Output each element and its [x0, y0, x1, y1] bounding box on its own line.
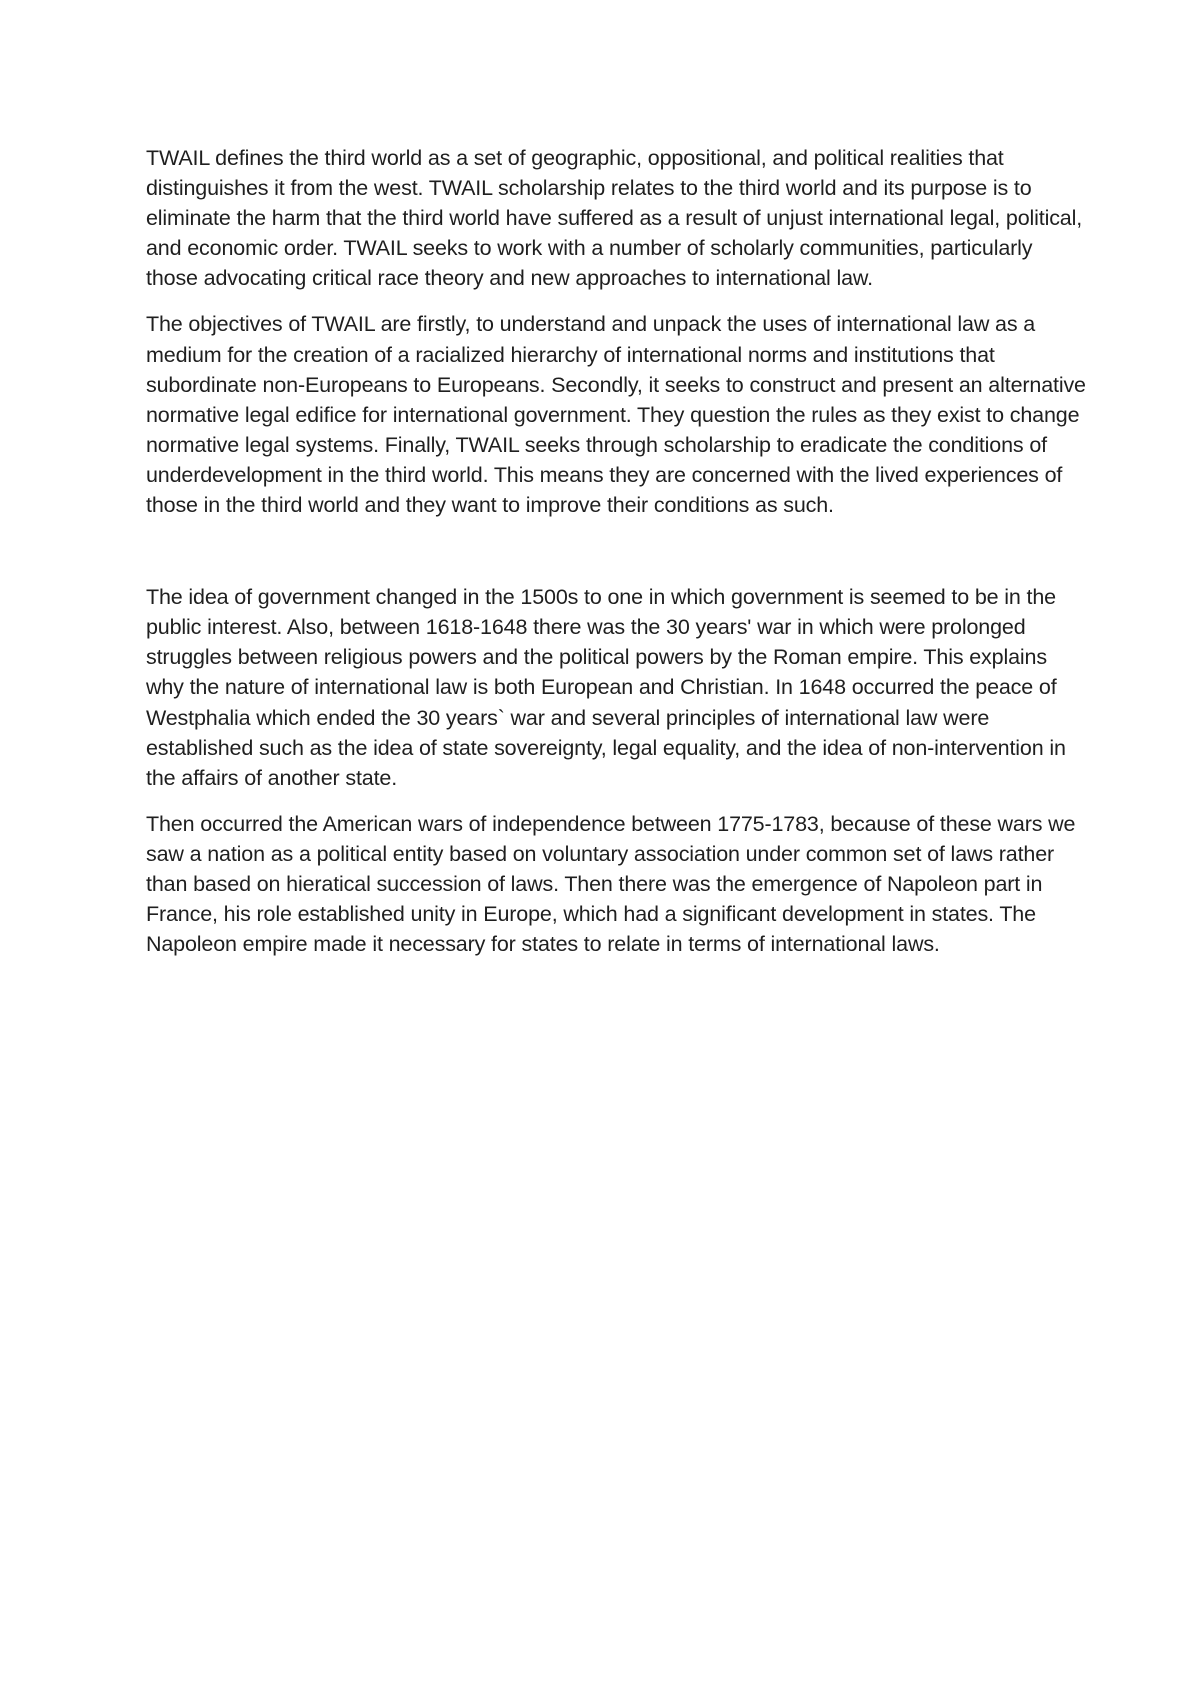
paragraph-spacer: [146, 536, 1086, 582]
paragraph-government-history: The idea of government changed in the 1500s to one in which government is seemed to be in the public interest. Also, between 1618-1648 there was the 30 years' war in which were prolonged struggles between religious powers and the political powers by the Roman empire. This explains why the nature of international law is both European and Christian. In 1648 occurred the peace of Westphalia which ended the 30 years` war and several principles of international law were established such as the idea of state sovereignty, legal equality, and the idea of non-intervention in the affairs of another state.: [146, 585, 1066, 790]
paragraph-american-wars: Then occurred the American wars of independence between 1775-1783, because of these wars we saw a nation as a political entity based on voluntary association under common set of laws rather than based on hieratical succession of laws. Then there was the emergence of Napoleon part in France, his role established unity in Europe, which had a significant development in states. The Napoleon empire made it necessary for states to relate in terms of international laws.: [146, 811, 1076, 957]
document-body: [146, 143, 1086, 975]
paragraph-twail-objectives: The objectives of TWAIL are firstly, to understand and unpack the uses of international law as a medium for the creation of a racialized hierarchy of international norms and institutions that subordinate non-Europeans to Europeans. Secondly, it seeks to construct and present an alternative normative legal edifice for international government. They question the rules as they exist to change normative legal systems. Finally, TWAIL seeks through scholarship to eradicate the conditions of underdevelopment in the third world. This means they are concerned with the lived experiences of those in the third world and they want to improve their conditions as such.: [146, 312, 1086, 518]
paragraph-twail-definition: TWAIL defines the third world as a set of geographic, oppositional, and political realities that distinguishes it from the west. TWAIL scholarship relates to the third world and its purpose is to eliminate the harm that the third world have suffered as a result of unjust international legal, political, and economic order. TWAIL seeks to work with a number of scholarly communities, particularly those advocating critical race theory and new approaches to international law.: [146, 146, 1083, 291]
